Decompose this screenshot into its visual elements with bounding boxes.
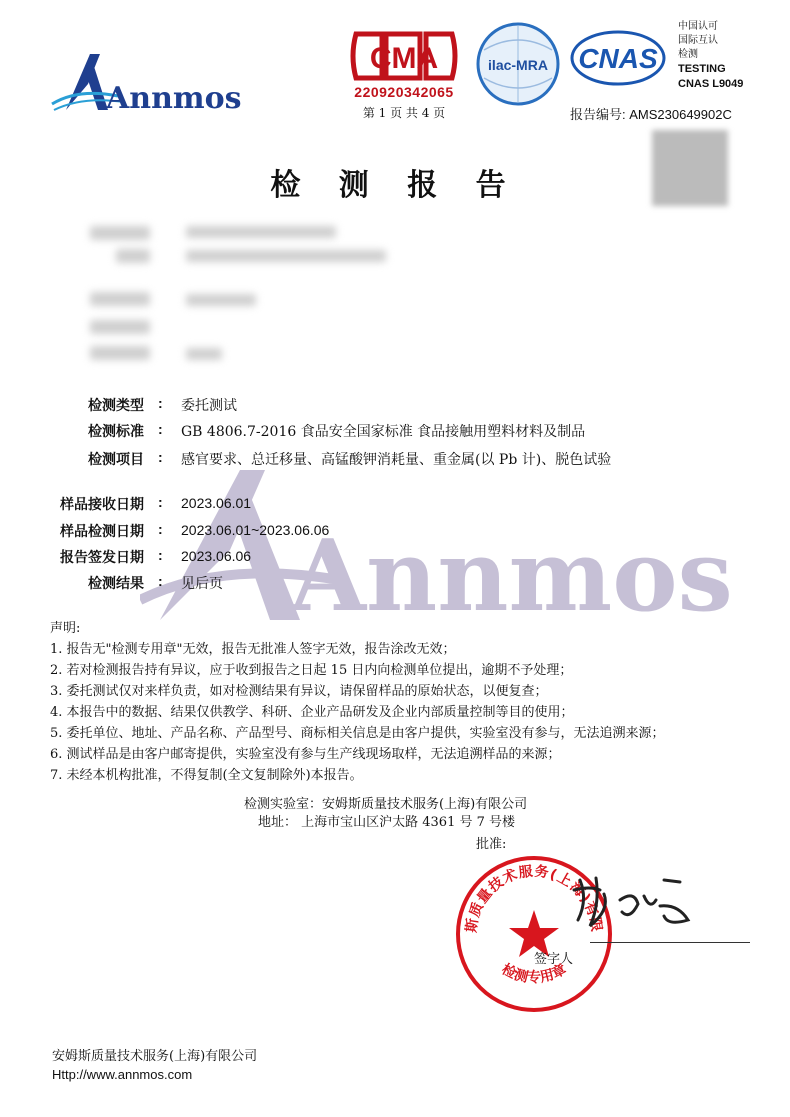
standard-label: 检测标准 — [88, 423, 144, 439]
cma-mark — [346, 26, 462, 86]
cnas-line: CNAS L9049 — [678, 78, 744, 90]
statement-line: 5. 委托单位、地址、产品名称、产品型号、商标相关信息是由客户提供，实验室没有参与，无法追溯来源； — [50, 726, 665, 741]
statement — [50, 618, 665, 786]
colon: : — [158, 494, 163, 510]
annmos-watermark — [140, 460, 740, 630]
redacted-value — [186, 226, 336, 238]
tested-date-value: 2023.06.01~2023.06.06 — [181, 522, 330, 538]
cnas-line: 国际互认 — [678, 35, 718, 46]
approve-label: 批准: — [476, 837, 507, 852]
lab-name: 检测实验室：安姆斯质量技术服务(上海)有限公司 — [244, 797, 528, 812]
annmos-logo — [48, 44, 248, 124]
lab-address: 地址： 上海市宝山区沪太路 4361 号 7 号楼 — [258, 815, 516, 830]
cma-number: 220920342065 — [354, 84, 454, 100]
statement-line: 4. 本报告中的数据、结果仅供教学、科研、企业产品研发及企业内部质量控制等目的使用； — [50, 705, 574, 720]
seal-top-text: 斯质量技术服务(上海)有限 — [463, 863, 605, 934]
redacted-label — [90, 346, 150, 360]
logo-text: Annmos — [106, 81, 242, 116]
colon: : — [158, 521, 163, 537]
page-info: 第 1 页 共 4 页 — [362, 106, 446, 120]
page-title: 检 测 报 告 — [270, 168, 520, 203]
issued-date-value: 2023.06.06 — [181, 548, 252, 564]
cnas-accreditation-text — [678, 20, 743, 92]
ilac-label: ilac-MRA — [488, 57, 548, 73]
statement-heading: 声明: — [50, 621, 81, 636]
received-date-label: 样品接收日期 — [60, 496, 144, 512]
cnas-line: 检测 — [678, 49, 698, 60]
items-label: 检测项目 — [88, 451, 144, 467]
seal-bottom-text: 检测专用章 — [498, 961, 570, 986]
cma-label: CMA — [369, 42, 439, 75]
statement-line: 1. 报告无"检测专用章"无效，报告无批准人签字无效，报告涂改无效； — [50, 642, 456, 657]
redacted-value — [186, 348, 222, 360]
result-value: 见后页 — [181, 576, 223, 592]
footer-url[interactable]: Http://www.annmos.com — [52, 1067, 193, 1082]
colon: : — [158, 573, 163, 589]
cnas-line: 中国认可 — [678, 21, 718, 32]
signature-line — [590, 942, 750, 943]
redacted-label — [90, 292, 150, 306]
statement-line: 3. 委托测试仅对来样负责，如对检测结果有异议，请保留样品的原始状态，以便复查； — [50, 684, 548, 699]
colon: : — [158, 421, 163, 437]
handwritten-signature — [560, 860, 710, 940]
result-label: 检测结果 — [88, 575, 144, 591]
cnas-line: TESTING — [678, 63, 726, 75]
cnas-label: CNAS — [578, 43, 658, 74]
received-date-value: 2023.06.01 — [181, 495, 252, 511]
redacted-label — [90, 320, 150, 334]
statement-line: 6. 测试样品是由客户邮寄提供，实验室没有参与生产线现场取样，无法追溯样品的来源； — [50, 747, 561, 762]
test-type-label: 检测类型 — [88, 397, 144, 413]
redacted-value — [186, 294, 256, 306]
redacted-label — [90, 226, 150, 240]
ilac-mra-mark — [474, 20, 562, 108]
signatory-label: 签字人 — [534, 952, 574, 967]
issued-date-label: 报告签发日期 — [60, 549, 144, 565]
colon: : — [158, 395, 163, 411]
redacted-label — [116, 249, 150, 263]
items-value: 感官要求、总迁移量、高锰酸钾消耗量、重金属(以 Pb 计)、脱色试验 — [181, 452, 612, 468]
statement-line: 2. 若对检测报告持有异议，应于收到报告之日起 15 日内向检测单位提出，逾期不予处理； — [50, 663, 573, 678]
watermark-text: Annmos — [290, 519, 733, 630]
colon: : — [158, 547, 163, 563]
lab-info — [0, 796, 790, 854]
tested-date-label: 样品检测日期 — [60, 523, 144, 539]
redacted-value — [186, 250, 386, 262]
test-type-value: 委托测试 — [181, 398, 237, 414]
footer — [52, 1048, 257, 1084]
cnas-mark — [570, 28, 666, 88]
standard-value: GB 4806.7-2016 食品安全国家标准 食品接触用塑料材料及制品 — [181, 424, 586, 440]
report-number: 报告编号: AMS230649902C — [570, 107, 732, 122]
statement-line: 7. 未经本机构批准，不得复制(全文复制除外)本报告。 — [50, 768, 363, 783]
colon: : — [158, 449, 163, 465]
footer-company: 安姆斯质量技术服务(上海)有限公司 — [52, 1049, 258, 1064]
